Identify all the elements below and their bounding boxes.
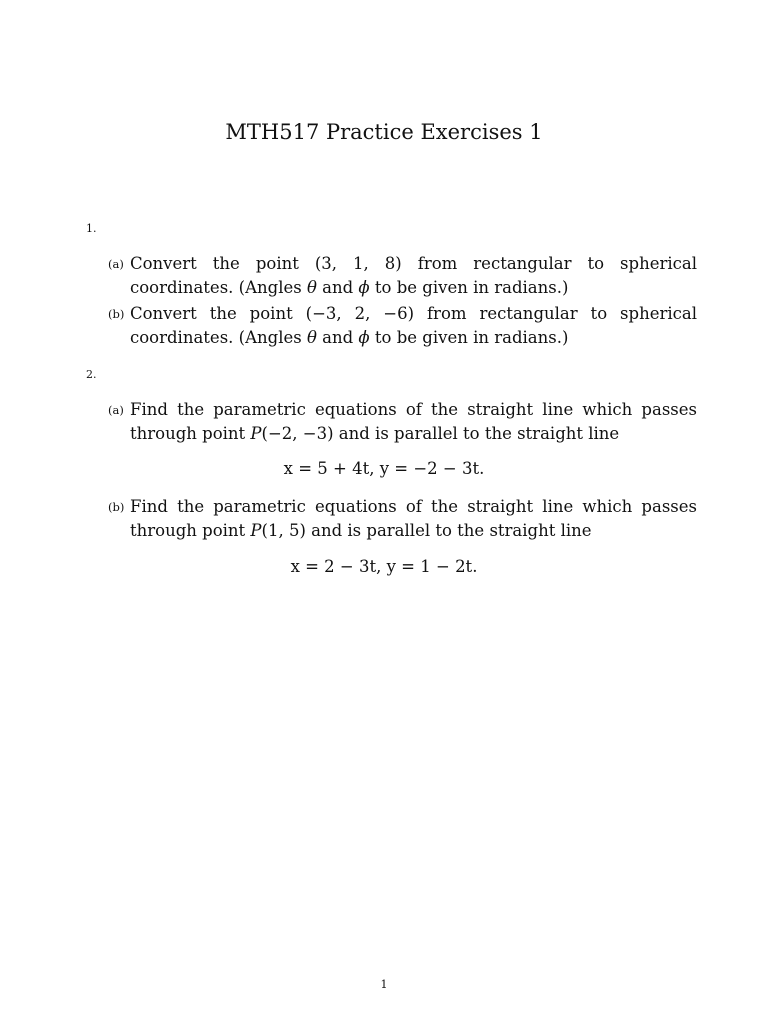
question-1-part-a bbox=[108, 252, 697, 300]
part-label: (b) bbox=[108, 307, 125, 321]
question-number-1: 1. bbox=[86, 222, 97, 235]
part-label: (a) bbox=[108, 403, 124, 417]
question-1-part-b bbox=[108, 302, 697, 350]
part-text: Find the parametric equations of the straight line which passes through point P(−2, −3) and is parallel to the straight line bbox=[130, 400, 697, 443]
equation-2b: x = 2 − 3t, y = 1 − 2t. bbox=[290, 557, 478, 576]
part-text: Convert the point (3, 1, 8) from rectangular to spherical coordinates. (Angles θ and ϕ to be given in radians.) bbox=[130, 254, 697, 297]
page-number: 1 bbox=[380, 978, 388, 991]
question-2-part-a bbox=[108, 398, 697, 446]
page-title: MTH517 Practice Exercises 1 bbox=[225, 120, 543, 144]
part-text: Find the parametric equations of the straight line which passes through point P(1, 5) and is parallel to the straight line bbox=[130, 497, 697, 540]
part-label: (a) bbox=[108, 257, 124, 271]
part-text: Convert the point (−3, 2, −6) from rectangular to spherical coordinates. (Angles θ and ϕ to be given in radians.) bbox=[130, 304, 697, 347]
question-2-part-b bbox=[108, 495, 697, 543]
part-label: (b) bbox=[108, 500, 125, 514]
question-number-2: 2. bbox=[86, 368, 97, 381]
equation-2a: x = 5 + 4t, y = −2 − 3t. bbox=[283, 459, 485, 478]
